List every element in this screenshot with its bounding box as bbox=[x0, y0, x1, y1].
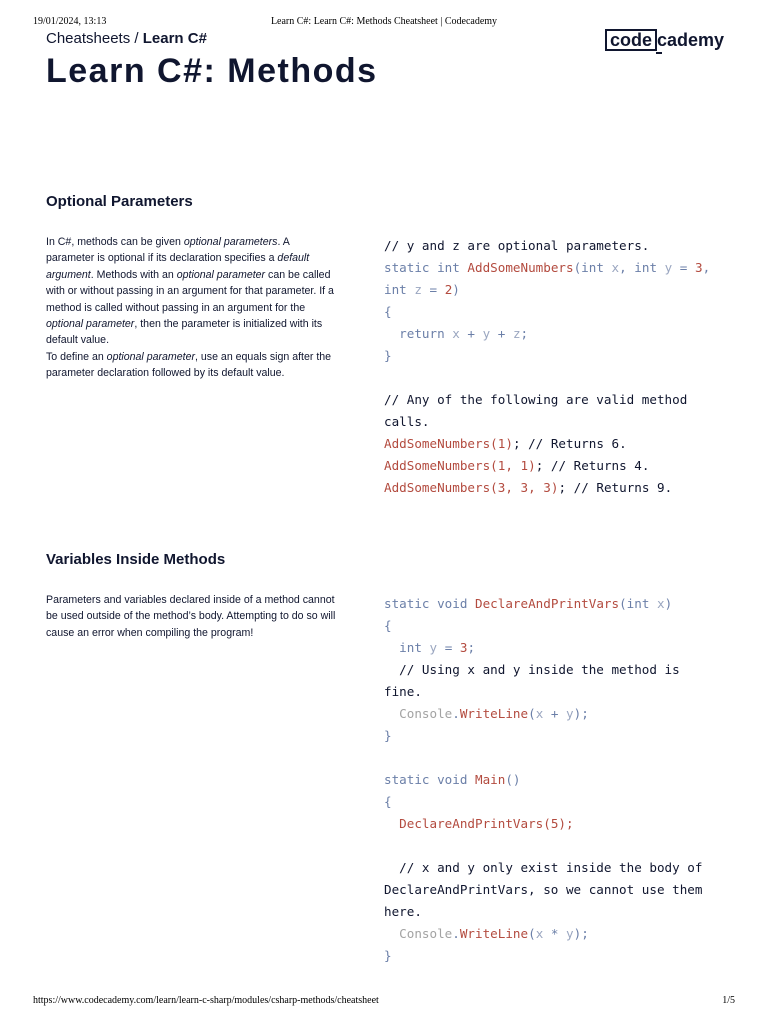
code-punctuation: ; bbox=[467, 640, 476, 655]
code-function: , bbox=[505, 458, 521, 473]
code-text bbox=[384, 926, 399, 941]
emphasized-term: optional parameter bbox=[106, 350, 196, 363]
code-text bbox=[384, 816, 399, 831]
code-line bbox=[384, 747, 724, 769]
paragraph bbox=[46, 592, 336, 641]
code-object: Console bbox=[399, 706, 453, 721]
code-function: ( bbox=[543, 816, 551, 831]
code-punctuation: = bbox=[421, 282, 445, 297]
code-object: Console bbox=[399, 926, 453, 941]
code-variable: x bbox=[657, 596, 665, 611]
code-number: 3 bbox=[520, 480, 529, 495]
code-line bbox=[384, 769, 724, 791]
code-keyword: int bbox=[399, 640, 430, 655]
code-text bbox=[384, 640, 399, 655]
code-function: DeclareAndPrintVars bbox=[399, 816, 544, 831]
code-function: WriteLine bbox=[459, 926, 529, 941]
code-number: 3 bbox=[497, 480, 506, 495]
code-variable: y bbox=[482, 326, 491, 341]
code-line bbox=[384, 791, 724, 813]
text-run: In C#, methods can be given bbox=[46, 236, 184, 248]
code-keyword: int bbox=[437, 260, 468, 275]
code-comment: // Any of the following are valid method calls. bbox=[384, 392, 695, 429]
text-run: , use an equals sign after the parameter declaration followed by its default value. bbox=[46, 350, 332, 380]
text-run: Parameters and variables declared inside of a method cannot be used outside of the method’s body. Attempting to do so will cause an error when compiling the program! bbox=[46, 594, 336, 639]
code-keyword: void bbox=[437, 596, 475, 611]
logo-cursor-mark bbox=[656, 52, 662, 54]
code-number: 3 bbox=[459, 640, 468, 655]
code-punctuation: . bbox=[452, 926, 460, 941]
code-comment: // x and y only exist inside the body of DeclareAndPrintVars, so we cannot use them here. bbox=[384, 860, 711, 919]
page-title: Learn C#: Methods bbox=[46, 52, 378, 90]
code-function: DeclareAndPrintVars bbox=[475, 596, 620, 611]
code-example bbox=[384, 235, 724, 499]
code-punctuation: ( bbox=[573, 260, 582, 275]
code-line bbox=[384, 593, 724, 615]
code-punctuation: * bbox=[543, 926, 567, 941]
code-example bbox=[384, 593, 724, 967]
code-variable: z bbox=[512, 326, 521, 341]
code-keyword: void bbox=[437, 772, 475, 787]
code-line bbox=[384, 923, 724, 945]
code-line bbox=[384, 433, 724, 455]
code-variable: z bbox=[414, 282, 422, 297]
code-function: AddSomeNumbers bbox=[384, 436, 491, 451]
code-punctuation: ( bbox=[619, 596, 627, 611]
code-line bbox=[384, 659, 724, 703]
emphasized-term: default argument bbox=[46, 252, 310, 281]
code-number: 3 bbox=[543, 480, 551, 495]
code-keyword: int bbox=[634, 260, 665, 275]
code-function: Main bbox=[475, 772, 506, 787]
code-line bbox=[384, 813, 724, 835]
code-punctuation: . bbox=[452, 706, 460, 721]
code-variable: y bbox=[664, 260, 673, 275]
breadcrumb-current[interactable]: Learn C# bbox=[142, 30, 207, 47]
code-function: AddSomeNumbers bbox=[467, 260, 574, 275]
print-footer bbox=[0, 995, 768, 1009]
code-punctuation: = bbox=[437, 640, 460, 655]
code-line bbox=[384, 323, 724, 345]
code-line bbox=[384, 455, 724, 477]
code-function: ( bbox=[490, 436, 498, 451]
code-line bbox=[384, 301, 724, 323]
code-function: ) bbox=[528, 458, 536, 473]
code-line bbox=[384, 477, 724, 499]
code-function: AddSomeNumbers bbox=[384, 480, 491, 495]
code-line bbox=[384, 257, 724, 301]
paragraph bbox=[46, 349, 336, 382]
code-text: ; // Returns 6. bbox=[512, 436, 627, 451]
code-variable: y bbox=[566, 926, 574, 941]
code-variable: y bbox=[429, 640, 438, 655]
code-text bbox=[384, 706, 399, 721]
code-text bbox=[384, 662, 399, 677]
code-function: ); bbox=[558, 816, 574, 831]
code-punctuation: } bbox=[384, 948, 392, 963]
code-punctuation: + bbox=[459, 326, 483, 341]
code-function: AddSomeNumbers bbox=[384, 458, 491, 473]
code-punctuation: } bbox=[384, 728, 392, 743]
code-punctuation: () bbox=[505, 772, 521, 787]
code-punctuation: } bbox=[384, 348, 392, 363]
code-line bbox=[384, 703, 724, 725]
code-function: ) bbox=[550, 480, 559, 495]
breadcrumb-cheatsheets-link[interactable]: Cheatsheets bbox=[46, 30, 131, 47]
code-line bbox=[384, 637, 724, 659]
code-punctuation: + bbox=[543, 706, 567, 721]
code-punctuation: ( bbox=[528, 706, 536, 721]
code-variable: x bbox=[535, 706, 544, 721]
text-run: , then the parameter is initialized with its default value. bbox=[46, 318, 323, 347]
code-line bbox=[384, 367, 724, 389]
emphasized-term: optional parameters bbox=[183, 236, 278, 248]
emphasized-term: optional parameter bbox=[46, 318, 135, 331]
code-function: WriteLine bbox=[459, 706, 529, 721]
code-punctuation: ) bbox=[452, 282, 460, 297]
section-title-variables-inside-methods: Variables Inside Methods bbox=[46, 551, 226, 568]
code-variable: x bbox=[535, 926, 544, 941]
code-punctuation: { bbox=[384, 304, 392, 319]
code-function: ( bbox=[490, 480, 498, 495]
code-text bbox=[384, 326, 399, 341]
code-text: ; // Returns 9. bbox=[558, 480, 673, 495]
code-keyword: int bbox=[384, 282, 415, 297]
code-text: ; // Returns 4. bbox=[535, 458, 650, 473]
code-variable: x bbox=[611, 260, 620, 275]
code-keyword: int bbox=[626, 596, 657, 611]
section-description bbox=[46, 592, 336, 641]
code-number: 1 bbox=[497, 436, 506, 451]
code-number: 1 bbox=[497, 458, 506, 473]
code-line bbox=[384, 725, 724, 747]
code-line bbox=[384, 857, 724, 923]
code-number: 5 bbox=[550, 816, 559, 831]
code-keyword: static bbox=[384, 260, 438, 275]
code-line bbox=[384, 345, 724, 367]
code-punctuation: ( bbox=[528, 926, 536, 941]
code-punctuation: , bbox=[702, 260, 718, 275]
code-comment: // Using x and y inside the method is fine. bbox=[384, 662, 688, 699]
print-page-number: 1/5 bbox=[722, 995, 735, 1006]
code-function: ) bbox=[505, 436, 513, 451]
code-function: , bbox=[528, 480, 544, 495]
code-number: 3 bbox=[694, 260, 703, 275]
breadcrumb bbox=[46, 30, 207, 47]
section-description bbox=[46, 234, 336, 382]
code-line bbox=[384, 945, 724, 967]
text-run: . A parameter is optional if its declaration specifies a bbox=[46, 236, 290, 265]
code-punctuation: ) bbox=[664, 596, 673, 611]
code-punctuation: ); bbox=[573, 926, 589, 941]
code-variable: y bbox=[566, 706, 574, 721]
code-keyword: static bbox=[384, 596, 438, 611]
code-number: 2 bbox=[444, 282, 453, 297]
code-punctuation: = bbox=[672, 260, 695, 275]
code-line bbox=[384, 615, 724, 637]
breadcrumb-separator: / bbox=[130, 30, 143, 47]
code-function: ( bbox=[490, 458, 498, 473]
code-line bbox=[384, 235, 724, 257]
logo-code-text: code bbox=[605, 29, 657, 51]
code-line bbox=[384, 389, 724, 433]
print-document-title: Learn C#: Learn C#: Methods Cheatsheet | Codecademy bbox=[270, 16, 498, 27]
code-punctuation: + bbox=[490, 326, 513, 341]
code-punctuation: { bbox=[384, 794, 392, 809]
code-punctuation: ); bbox=[573, 706, 589, 721]
code-keyword: int bbox=[581, 260, 612, 275]
print-url: https://www.codecademy.com/learn/learn-c-sharp/modules/csharp-methods/cheatsheet bbox=[33, 995, 379, 1006]
text-run: To define an bbox=[46, 350, 107, 363]
code-keyword: static bbox=[384, 772, 438, 787]
code-punctuation: { bbox=[384, 618, 392, 633]
logo-cademy-text: cademy bbox=[657, 31, 724, 49]
code-text bbox=[384, 860, 399, 875]
text-run: can be called with or without passing in an argument for that parameter. If a method is called without passing in an argument for the bbox=[46, 268, 334, 314]
emphasized-term: optional parameter bbox=[176, 268, 266, 281]
code-punctuation: , bbox=[619, 260, 635, 275]
code-number: 1 bbox=[520, 458, 529, 473]
code-keyword: return bbox=[399, 326, 453, 341]
code-punctuation: ; bbox=[520, 326, 529, 341]
print-header bbox=[0, 16, 768, 30]
print-date: 19/01/2024, 13:13 bbox=[33, 16, 107, 27]
codecademy-logo[interactable] bbox=[605, 29, 724, 51]
code-comment: // y and z are optional parameters. bbox=[384, 238, 650, 253]
code-line bbox=[384, 835, 724, 857]
text-run: . Methods with an bbox=[90, 268, 177, 281]
code-function: , bbox=[505, 480, 521, 495]
paragraph bbox=[46, 234, 336, 349]
code-variable: x bbox=[452, 326, 460, 341]
section-title-optional-parameters: Optional Parameters bbox=[46, 193, 193, 210]
